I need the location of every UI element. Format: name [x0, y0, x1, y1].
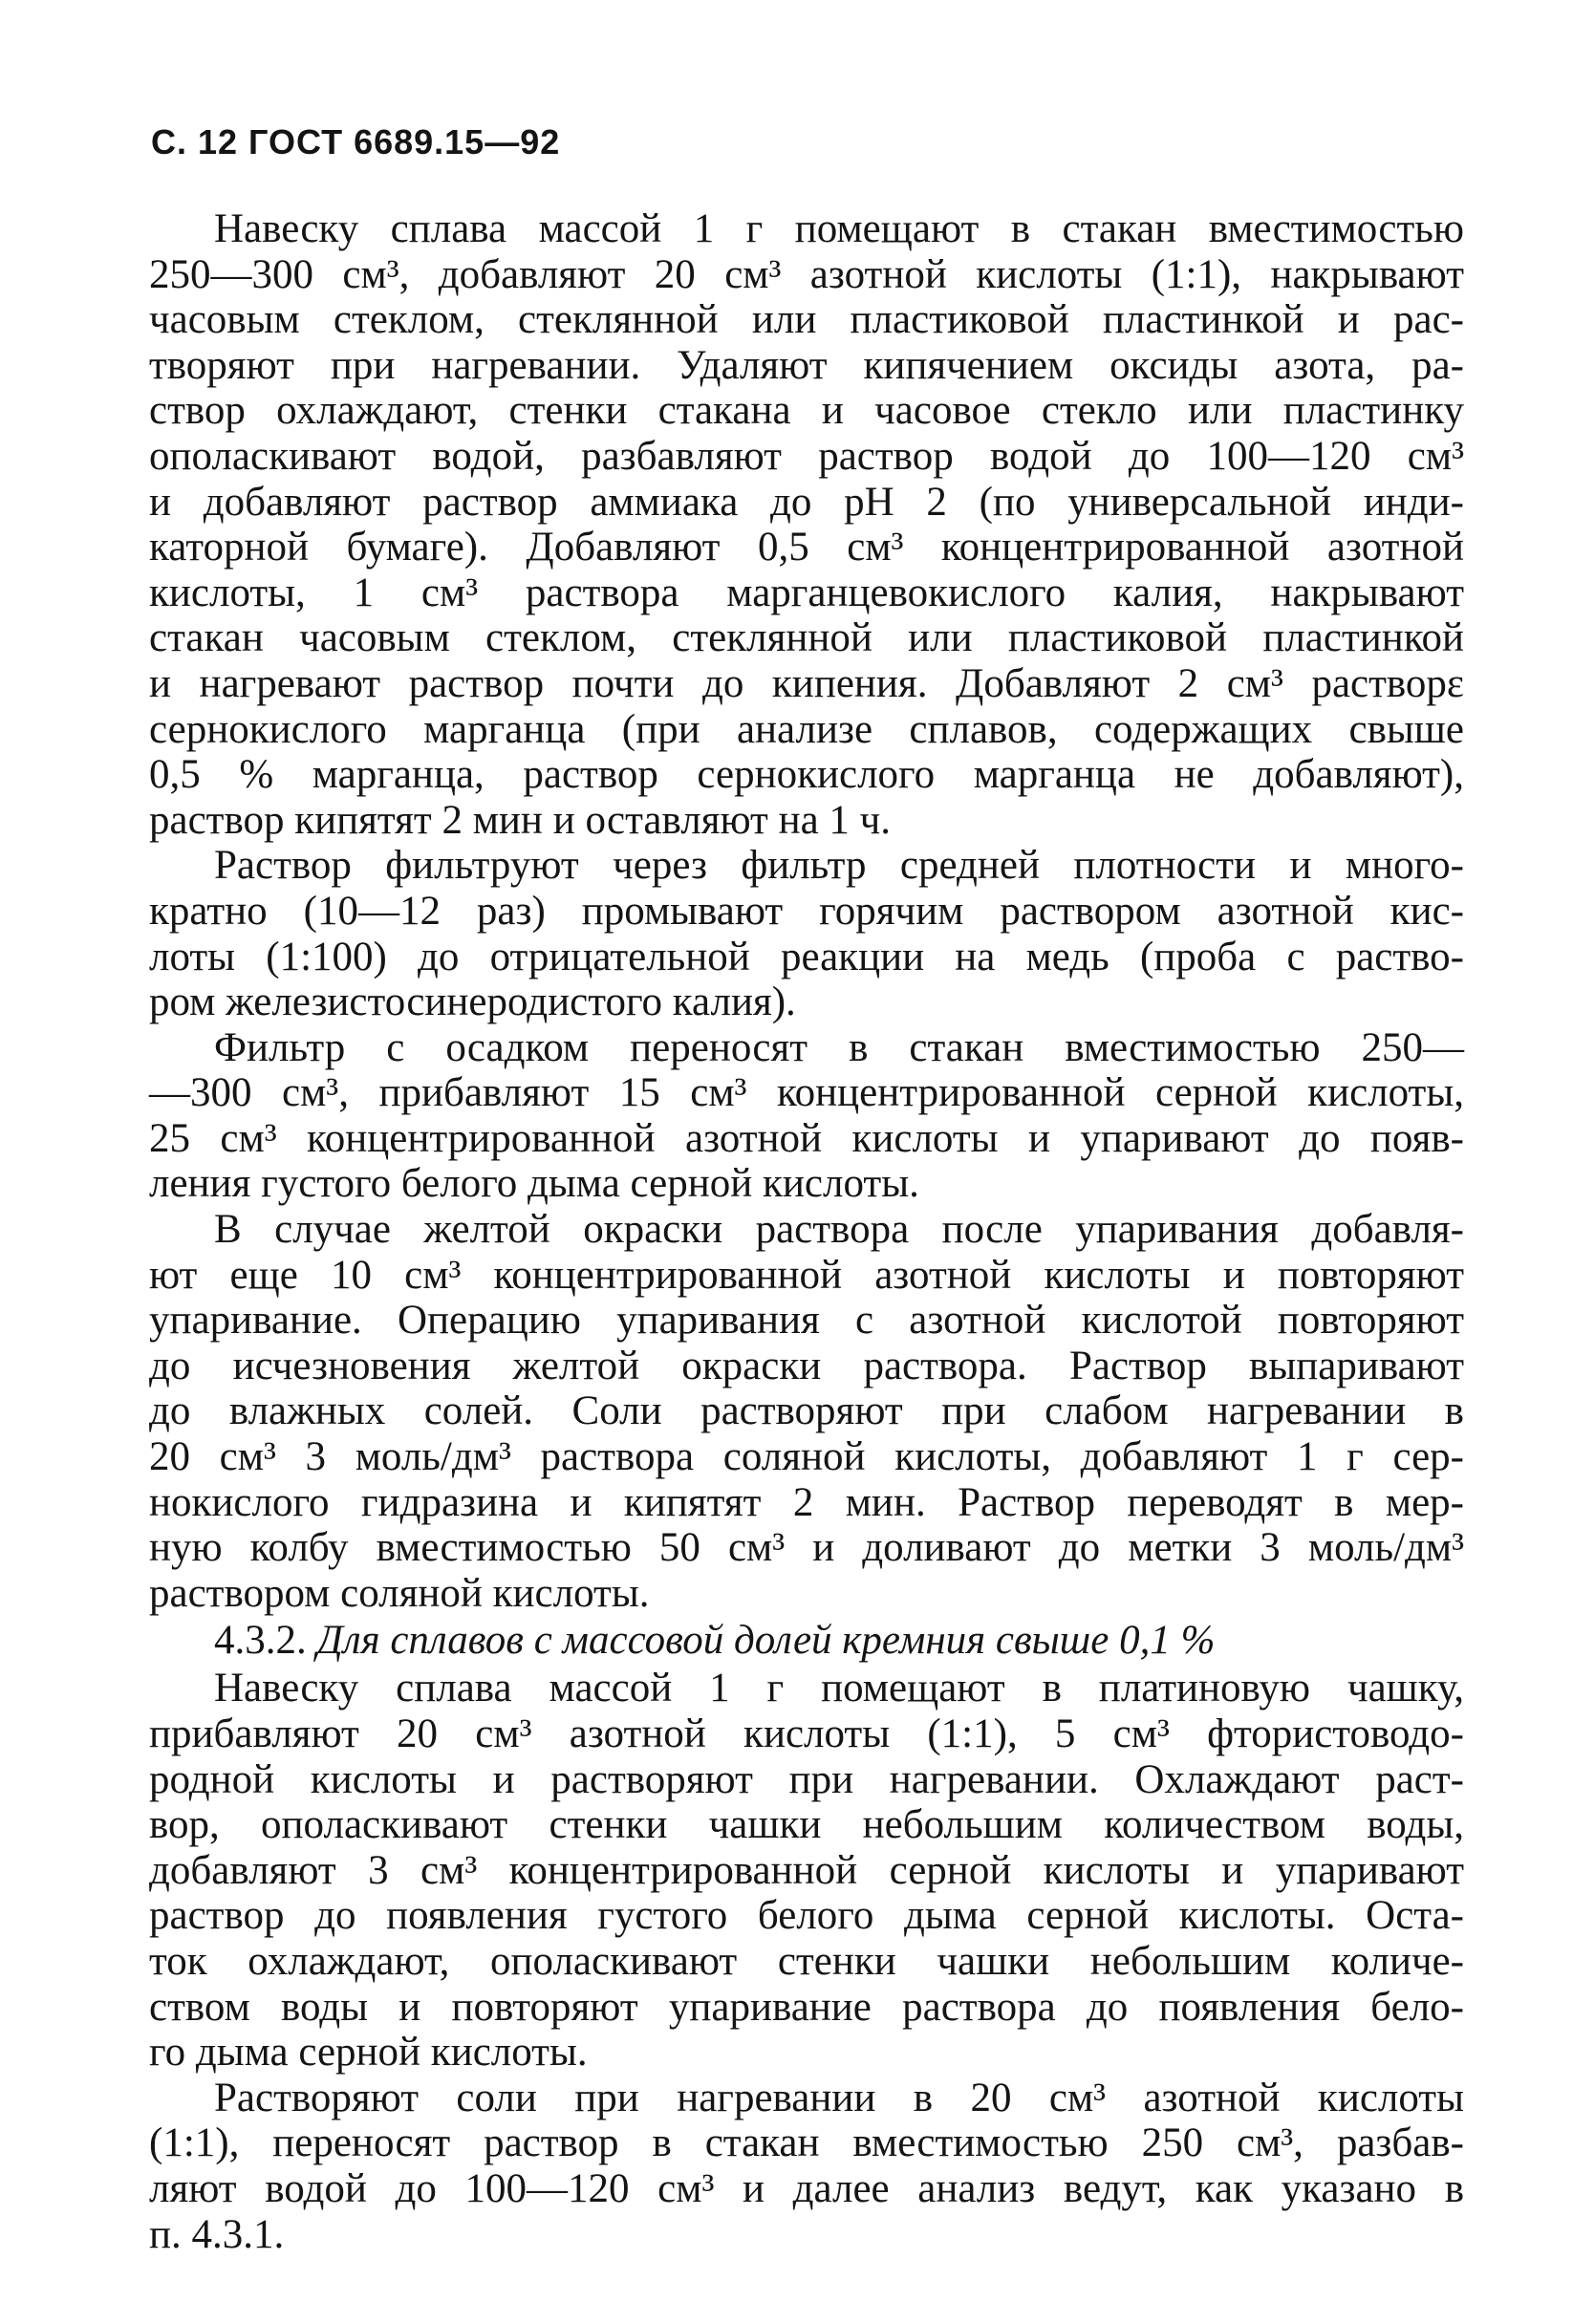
text-line: 250—300 см³, добавляют 20 см³ азотной кислоты (1:1), накрывают — [149, 251, 1464, 297]
text-line: створ охлаждают, стенки стакана и часовое стекло или пластинку — [149, 388, 1464, 434]
section-heading — [149, 1616, 1464, 1666]
text-line: стакан часовым стеклом, стеклянной или пластиковой пластинкой — [149, 615, 1464, 661]
text-line: упаривание. Операцию упаривания с азотной кислотой повторяют — [149, 1298, 1464, 1344]
text-line: раствор кипятят 2 мин и оставляют на 1 ч. — [149, 797, 892, 843]
text-line: ляют водой до 100—120 см³ и далее анализ ведут, как указано в — [149, 2165, 1464, 2211]
text-line: ления густого белого дыма серной кислоты. — [149, 1161, 919, 1207]
text-line: Навеску сплава массой 1 г помещают в стакан вместимостью — [214, 206, 1464, 251]
text-line: ополаскивают водой, разбавляют раствор водой до 100—120 см³ — [149, 433, 1464, 479]
text-line: родной кислоты и растворяют при нагревании. Охлаждают раст- — [149, 1756, 1464, 1802]
text-line: прибавляют 20 см³ азотной кислоты (1:1), 5 см³ фтористоводо- — [149, 1711, 1464, 1756]
text-line: сернокислого марганца (при анализе сплавов, содержащих свыше — [149, 706, 1464, 752]
paragraph-4 — [149, 1207, 1464, 1616]
text-line: ством воды и повторяют упаривание раствора до появления бело- — [149, 1984, 1464, 2030]
paragraph-5 — [149, 1666, 1464, 2075]
text-line: В случае желтой окраски раствора после упаривания добавля- — [214, 1207, 1464, 1253]
text-line: творяют при нагревании. Удаляют кипячением оксиды азота, ра- — [149, 342, 1464, 388]
text-line: Раствор фильтруют через фильтр средней плотности и много- — [214, 843, 1464, 889]
text-line: ную колбу вместимостью 50 см³ и доливают до метки 3 моль/дм³ — [149, 1525, 1464, 1571]
text-line: Навеску сплава массой 1 г помещают в платиновую чашку, — [214, 1666, 1464, 1711]
text-line: 0,5 % марганца, раствор сернокислого марганца не добавляют), — [149, 752, 1464, 798]
paragraph-6 — [149, 2076, 1464, 2257]
paragraph-3 — [149, 1025, 1464, 1207]
text-line: 25 см³ концентрированной азотной кислоты и упаривают до появ- — [149, 1115, 1464, 1161]
text-line: Фильтр с осадком переносят в стакан вместимостью 250— — [214, 1024, 1464, 1070]
text-line: до влажных солей. Соли растворяют при слабом нагревании в — [149, 1388, 1464, 1434]
text-line: ток охлаждают, ополаскивают стенки чашки небольшим количе- — [149, 1938, 1464, 1984]
text-line: и добавляют раствор аммиака до pH 2 (по универсальной инди- — [149, 479, 1464, 525]
text-line: раствор до появления густого белого дыма серной кислоты. Оста- — [149, 1893, 1464, 1939]
text-line: кратно (10—12 раз) промывают горячим раствором азотной кис- — [149, 888, 1464, 934]
text-line: добавляют 3 см³ концентрированной серной кислоты и упаривают — [149, 1847, 1464, 1893]
text-line: ром железистосинеродистого калия). — [149, 979, 796, 1025]
text-line: ют еще 10 см³ концентрированной азотной кислоты и повторяют — [149, 1252, 1464, 1298]
page-header: С. 12 ГОСТ 6689.15—92 — [151, 122, 561, 161]
section-number: 4.3.2. — [214, 1618, 307, 1664]
text-line: го дыма серной кислоты. — [149, 2030, 588, 2076]
text-line: и нагревают раствор почти до кипения. Добавляют 2 см³ растворε — [149, 660, 1464, 706]
text-line: до исчезновения желтой окраски раствора. Раствор выпаривают — [149, 1343, 1464, 1388]
text-line: раствором соляной кислоты. — [149, 1570, 650, 1616]
text-line: —300 см³, прибавляют 15 см³ концентрированной серной кислоты, — [149, 1070, 1464, 1116]
text-line: кислоты, 1 см³ раствора марганцевокислого калия, накрывают — [149, 570, 1464, 615]
text-line: п. 4.3.1. — [149, 2211, 285, 2257]
text-line: лоты (1:100) до отрицательной реакции на медь (проба с раство- — [149, 934, 1464, 979]
paragraph-1 — [149, 206, 1464, 843]
text-line: нокислого гидразина и кипятят 2 мин. Раствор переводят в мер- — [149, 1479, 1464, 1525]
text-line: Растворяют соли при нагревании в 20 см³ азотной кислоты — [214, 2075, 1464, 2120]
paragraph-2 — [149, 843, 1464, 1024]
section-title: Для сплавов с массовой долей кремния свыше 0,1 % — [316, 1618, 1216, 1664]
text-line: (1:1), переносят раствор в стакан вместимостью 250 см³, разбав- — [149, 2120, 1464, 2166]
text-line: 20 см³ 3 моль/дм³ раствора соляной кислоты, добавляют 1 г сер- — [149, 1434, 1464, 1480]
document-body — [149, 206, 1464, 2257]
text-line: каторной бумаге). Добавляют 0,5 см³ концентрированной азотной — [149, 525, 1464, 570]
text-line: вор, ополаскивают стенки чашки небольшим количеством воды, — [149, 1802, 1464, 1848]
text-line: часовым стеклом, стеклянной или пластиковой пластинкой и рас- — [149, 297, 1464, 343]
